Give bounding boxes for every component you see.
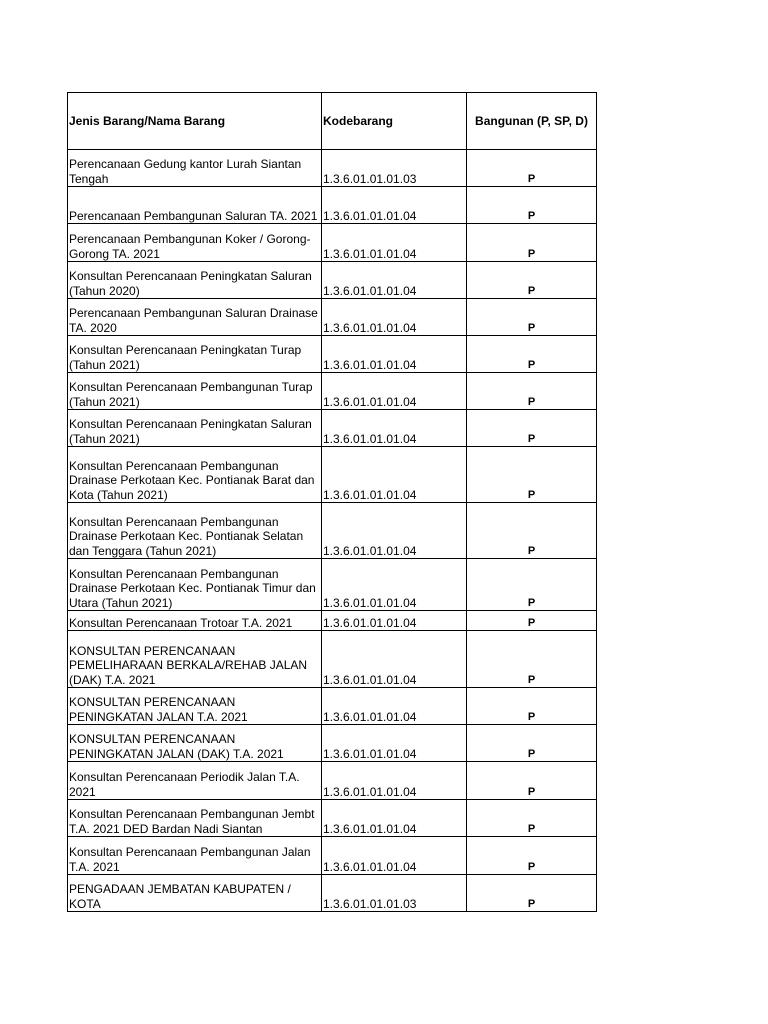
cell-name[interactable]: Konsultan Perencanaan Trotoar T.A. 2021 <box>68 611 322 631</box>
table-row <box>68 688 597 725</box>
table-row <box>68 262 597 299</box>
cell-name[interactable]: KONSULTAN PERENCANAAN PENINGKATAN JALAN T.A. 2021 <box>68 688 322 725</box>
cell-name[interactable]: Konsultan Perencanaan Peningkatan Saluran (Tahun 2021) <box>68 410 322 447</box>
table-row <box>68 373 597 410</box>
cell-name[interactable]: KONSULTAN PERENCANAAN PEMELIHARAAN BERKALA/REHAB JALAN (DAK) T.A. 2021 <box>68 631 322 688</box>
inventory-table <box>67 92 597 912</box>
table-row <box>68 800 597 837</box>
cell-code[interactable]: 1.3.6.01.01.01.03 <box>322 875 467 912</box>
cell-name[interactable]: Perencanaan Pembangunan Saluran TA. 2021 <box>68 187 322 224</box>
cell-name[interactable]: Perencanaan Pembangunan Saluran Drainase TA. 2020 <box>68 299 322 336</box>
cell-name[interactable]: Konsultan Perencanaan Peningkatan Turap (Tahun 2021) <box>68 336 322 373</box>
cell-code[interactable]: 1.3.6.01.01.01.04 <box>322 410 467 447</box>
cell-code[interactable]: 1.3.6.01.01.01.04 <box>322 631 467 688</box>
cell-code[interactable]: 1.3.6.01.01.01.04 <box>322 800 467 837</box>
table-row <box>68 611 597 631</box>
table-row <box>68 150 597 187</box>
cell-status[interactable]: P <box>467 688 597 725</box>
cell-name[interactable]: Konsultan Perencanaan Pembangunan Turap (Tahun 2021) <box>68 373 322 410</box>
cell-code[interactable]: 1.3.6.01.01.01.04 <box>322 611 467 631</box>
table-row <box>68 410 597 447</box>
cell-status[interactable]: P <box>467 299 597 336</box>
header-row <box>68 93 597 150</box>
cell-name[interactable]: PENGADAAN JEMBATAN KABUPATEN / KOTA <box>68 875 322 912</box>
table-row <box>68 503 597 559</box>
table-row <box>68 762 597 800</box>
table-row <box>68 837 597 875</box>
cell-code[interactable]: 1.3.6.01.01.01.04 <box>322 688 467 725</box>
cell-status[interactable]: P <box>467 150 597 187</box>
cell-status[interactable]: P <box>467 875 597 912</box>
table-row <box>68 725 597 762</box>
cell-name[interactable]: Konsultan Perencanaan Pembangunan Drainase Perkotaan Kec. Pontianak Timur dan Utara (Tahun 2021) <box>68 559 322 611</box>
cell-code[interactable]: 1.3.6.01.01.01.04 <box>322 503 467 559</box>
table-row <box>68 299 597 336</box>
cell-status[interactable]: P <box>467 410 597 447</box>
cell-code[interactable]: 1.3.6.01.01.01.04 <box>322 559 467 611</box>
cell-status[interactable]: P <box>467 373 597 410</box>
cell-name[interactable]: Konsultan Perencanaan Peningkatan Saluran (Tahun 2020) <box>68 262 322 299</box>
cell-code[interactable]: 1.3.6.01.01.01.04 <box>322 336 467 373</box>
cell-code[interactable]: 1.3.6.01.01.01.04 <box>322 725 467 762</box>
cell-code[interactable]: 1.3.6.01.01.01.04 <box>322 262 467 299</box>
cell-code[interactable]: 1.3.6.01.01.01.04 <box>322 837 467 875</box>
cell-status[interactable]: P <box>467 503 597 559</box>
header-code[interactable]: Kodebarang <box>322 93 467 150</box>
cell-name[interactable]: Perencanaan Pembangunan Koker / Gorong-Gorong TA. 2021 <box>68 224 322 262</box>
cell-name[interactable]: Konsultan Perencanaan Pembangunan Drainase Perkotaan Kec. Pontianak Barat dan Kota (Tahun 2021) <box>68 447 322 503</box>
cell-status[interactable]: P <box>467 187 597 224</box>
spreadsheet-sheet <box>67 92 596 912</box>
cell-code[interactable]: 1.3.6.01.01.01.04 <box>322 299 467 336</box>
cell-name[interactable]: Konsultan Perencanaan Periodik Jalan T.A. 2021 <box>68 762 322 800</box>
table-row <box>68 447 597 503</box>
table-row <box>68 631 597 688</box>
table-row <box>68 336 597 373</box>
cell-status[interactable]: P <box>467 336 597 373</box>
cell-status[interactable]: P <box>467 611 597 631</box>
header-name[interactable]: Jenis Barang/Nama Barang <box>68 93 322 150</box>
table-body <box>68 150 597 912</box>
cell-code[interactable]: 1.3.6.01.01.01.04 <box>322 187 467 224</box>
cell-code[interactable]: 1.3.6.01.01.01.04 <box>322 224 467 262</box>
cell-status[interactable]: P <box>467 559 597 611</box>
table-row <box>68 224 597 262</box>
table-row <box>68 875 597 912</box>
cell-name[interactable]: Perencanaan Gedung kantor Lurah Siantan Tengah <box>68 150 322 187</box>
cell-code[interactable]: 1.3.6.01.01.01.04 <box>322 447 467 503</box>
cell-code[interactable]: 1.3.6.01.01.01.04 <box>322 762 467 800</box>
cell-status[interactable]: P <box>467 837 597 875</box>
cell-status[interactable]: P <box>467 447 597 503</box>
cell-name[interactable]: Konsultan Perencanaan Pembangunan Jembt T.A. 2021 DED Bardan Nadi Siantan <box>68 800 322 837</box>
cell-name[interactable]: Konsultan Perencanaan Pembangunan Drainase Perkotaan Kec. Pontianak Selatan dan Tenggara (Tahun 2021) <box>68 503 322 559</box>
header-status[interactable]: Bangunan (P, SP, D) <box>467 93 597 150</box>
cell-status[interactable]: P <box>467 631 597 688</box>
cell-name[interactable]: KONSULTAN PERENCANAAN PENINGKATAN JALAN (DAK) T.A. 2021 <box>68 725 322 762</box>
cell-status[interactable]: P <box>467 262 597 299</box>
cell-name[interactable]: Konsultan Perencanaan Pembangunan Jalan T.A. 2021 <box>68 837 322 875</box>
table-row <box>68 187 597 224</box>
cell-code[interactable]: 1.3.6.01.01.01.03 <box>322 150 467 187</box>
cell-status[interactable]: P <box>467 725 597 762</box>
cell-status[interactable]: P <box>467 762 597 800</box>
cell-code[interactable]: 1.3.6.01.01.01.04 <box>322 373 467 410</box>
cell-status[interactable]: P <box>467 800 597 837</box>
cell-status[interactable]: P <box>467 224 597 262</box>
table-row <box>68 559 597 611</box>
